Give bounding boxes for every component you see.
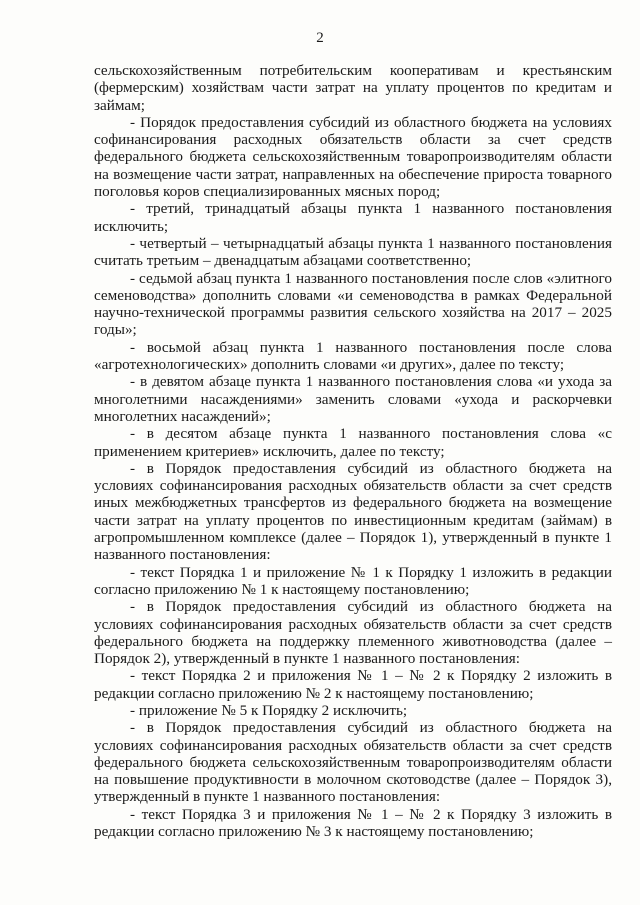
document-body [94,62,612,840]
paragraph: - в девятом абзаце пункта 1 названного постановления слова «и ухода за многолетними насаждениями» заменить словами «ухода и раскорчевки многолетних насаждений»; [94,373,612,425]
paragraph: - приложение № 5 к Порядку 2 исключить; [130,701,408,719]
paragraph: - текст Порядка 1 и приложение № 1 к Порядку 1 изложить в редакции согласно приложению № 1 к настоящему постановлению; [94,563,612,598]
paragraph: сельскохозяйственным потребительским кооперативам и крестьянским (фермерским) хозяйствам части затрат на уплату процентов по кредитам и займам; [94,62,612,114]
paragraph: - текст Порядка 2 и приложения № 1 – № 2 к Порядку 2 изложить в редакции согласно приложению № 2 к настоящему постановлению; [94,667,612,702]
paragraph: - в Порядок предоставления субсидий из областного бюджета на условиях софинансирования расходных обязательств области за счет средств федерального бюджета на поддержку племенного животноводства (далее – Порядок 2), утвержденный в пункте 1 названного постановления: [94,598,612,668]
paragraph: - Порядок предоставления субсидий из областного бюджета на условиях софинансирования расходных обязательств области за счет средств федерального бюджета сельскохозяйственным товаропроизводителям области на возмещение части затрат, направленных на обеспечение прироста товарного поголовья коров специализированных мясных пород; [94,113,612,201]
paragraph: - седьмой абзац пункта 1 названного постановления после слов «элитного семеноводства» дополнить словами «и семеноводства в рамках Федеральной научно-технической программы развития сельского хозяйства на 2017 – 2025 годы»; [94,269,612,339]
paragraph: - третий, тринадцатый абзацы пункта 1 названного постановления исключить; [94,200,612,235]
paragraph: - в Порядок предоставления субсидий из областного бюджета на условиях софинансирования расходных обязательств области за счет средств федерального бюджета сельскохозяйственным товаропроизводителям области на повышение продуктивности в молочном скотоводстве (далее – Порядок 3), утвержденный в пункте 1 названного постановления: [94,719,612,806]
paragraph: - четвертый – четырнадцатый абзацы пункта 1 названного постановления считать третьим – двенадцатым абзацами соответственно; [94,234,612,270]
paragraph: - восьмой абзац пункта 1 названного постановления после слова «агротехнологических» дополнить словами «и других», далее по тексту; [94,338,612,374]
paragraph: - в десятом абзаце пункта 1 названного постановления слова «с применением критериев» исключить, далее по тексту; [94,425,612,460]
paragraph: - текст Порядка 3 и приложения № 1 – № 2 к Порядку 3 изложить в редакции согласно приложению № 3 к настоящему постановлению; [94,805,612,841]
paragraph: - в Порядок предоставления субсидий из областного бюджета на условиях софинансирования расходных обязательств области за счет средств иных межбюджетных трансфертов из федерального бюджета на возмещение части затрат на уплату процентов по инвестиционным кредитам (займам) в агропромышленном комплексе (далее – Порядок 1), утвержденный в пункте 1 названного постановления: [94,459,612,564]
page-number: 2 [316,30,324,46]
